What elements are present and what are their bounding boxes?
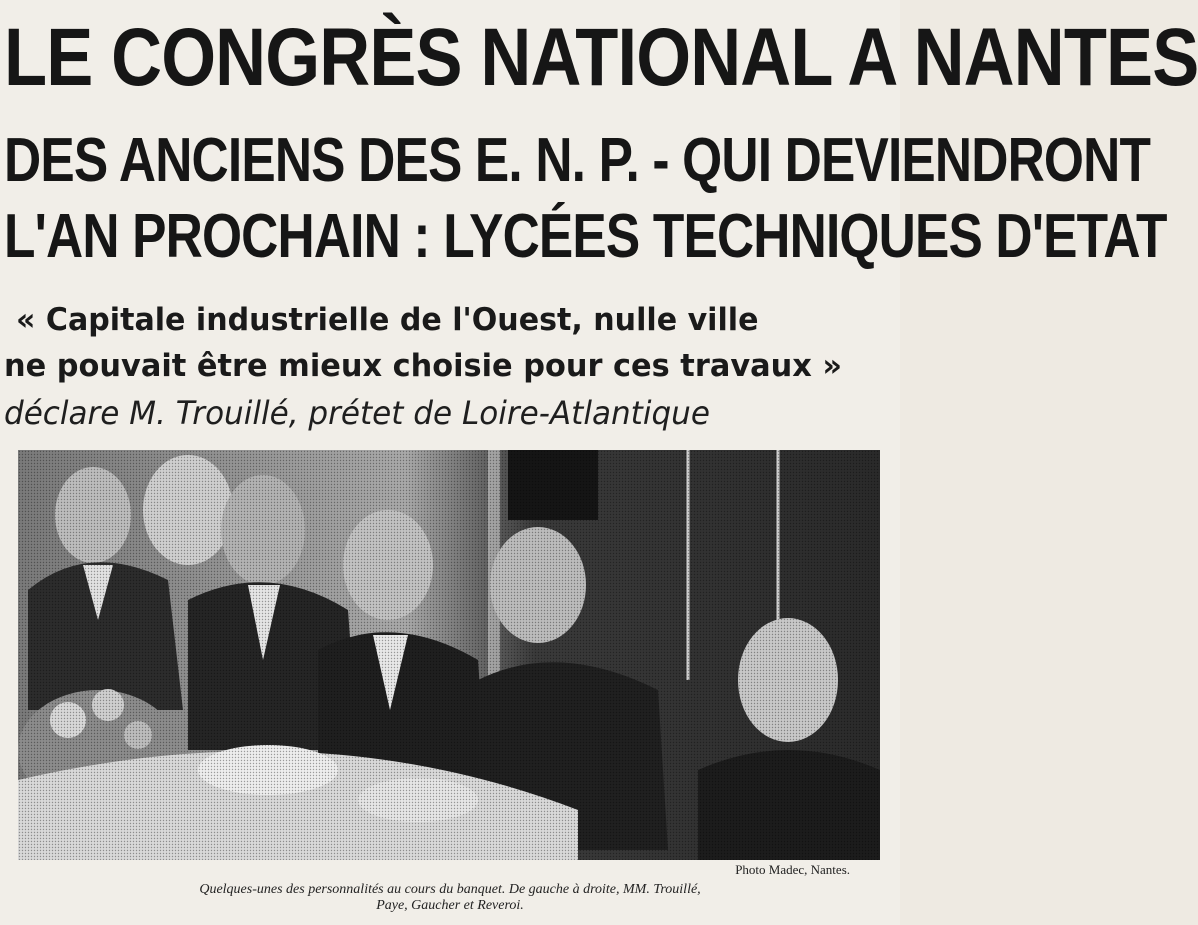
caption-line-2: Paye, Gaucher et Reveroi. bbox=[376, 898, 524, 913]
photo-credit: Photo Madec, Nantes. bbox=[735, 862, 850, 877]
quote-line-1: « Capitale industrielle de l'Ouest, nulle ville bbox=[16, 302, 759, 338]
banquet-photo bbox=[18, 450, 880, 860]
quote-line-2: ne pouvait être mieux choisie pour ces travaux » bbox=[4, 348, 843, 384]
declaration: déclare M. Trouillé, prétet de Loire-Atlantique bbox=[4, 394, 710, 432]
subheadline-line-2: L'AN PROCHAIN : LYCÉES TECHNIQUES D'ETAT bbox=[4, 202, 1167, 271]
headline: LE CONGRÈS NATIONAL A NANTES bbox=[4, 12, 1198, 103]
subheadline-line-1: DES ANCIENS DES E. N. P. - QUI DEVIENDRONT bbox=[4, 126, 1151, 195]
photo-caption bbox=[40, 882, 860, 914]
banquet-photo-illustration bbox=[18, 450, 880, 860]
caption-line-1: Quelques-unes des personnalités au cours du banquet. De gauche à droite, MM. Trouillé, bbox=[199, 882, 701, 897]
